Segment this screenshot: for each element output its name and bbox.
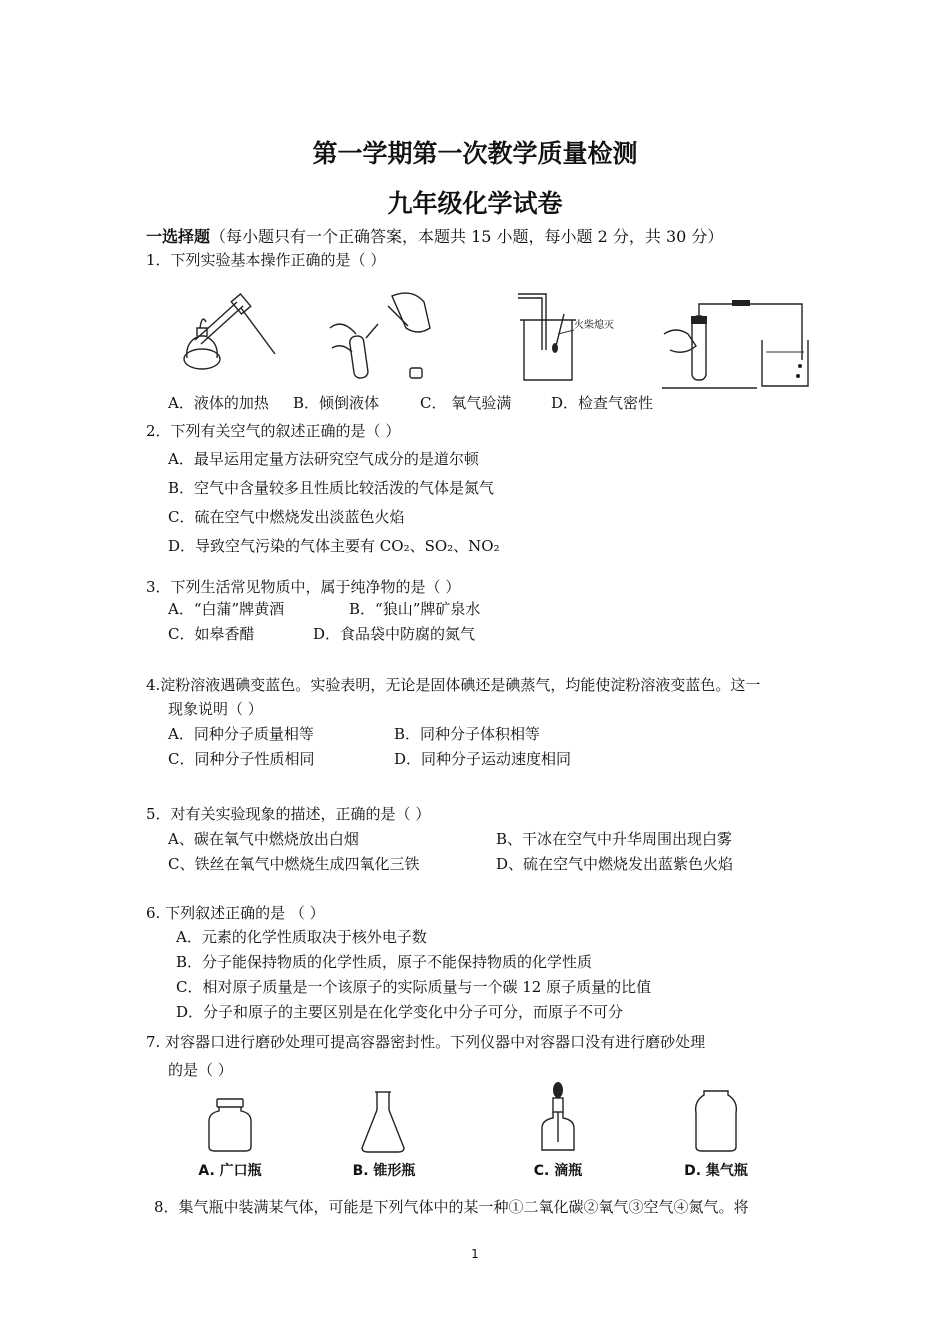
q6-option-c: C．相对原子质量是一个该原子的实际质量与一个碳 12 原子质量的比值 [176,978,652,996]
q3-option-b: B．“狼山”牌矿泉水 [349,600,481,618]
q1-option-c: C． 氧气验满 [420,394,512,412]
q1-option-d: D．检查气密性 [551,394,654,412]
q3-option-d: D．食品袋中防腐的氮气 [313,625,476,643]
q3-stem: 3．下列生活常见物质中，属于纯净物的是（ ） [146,578,461,596]
q4-option-a: A．同种分子质量相等 [168,725,314,743]
section-heading: 一选择题 [146,227,211,246]
q5-option-d: D、硫在空气中燃烧发出蓝紫色火焰 [496,855,734,873]
q6-option-d: D．分子和原子的主要区别是在化学变化中分子可分，而原子不可分 [176,1003,624,1021]
q5-stem: 5．对有关实验现象的描述，正确的是（ ） [146,805,431,823]
q2-option-d: D．导致空气污染的气体主要有 CO₂、SO₂、NO₂ [168,537,500,555]
section-instruction: （每小题只有一个正确答案，本题共 15 小题，每小题 2 分，共 30 分） [210,227,724,246]
q7-figure-conical-flask [358,1090,408,1154]
q1-figure-c-label: 火柴熄灭 [574,320,614,331]
q7-caption-a: A. 广口瓶 [198,1163,262,1179]
q3-option-c: C．如皋香醋 [168,625,255,643]
q1-figure-d-airtightness [662,290,812,390]
q2-stem: 2．下列有关空气的叙述正确的是（ ） [146,422,401,440]
q5-option-a: A、碳在氧气中燃烧放出白烟 [168,830,359,848]
section-header [146,227,723,247]
q1-figure-a-heating [175,292,285,382]
q6-stem: 6. 下列叙述正确的是 （ ） [146,904,325,922]
q4-stem-line2: 现象说明（ ） [168,700,263,718]
page-title: 第一学期第一次教学质量检测 [312,139,638,168]
q2-option-b: B．空气中含量较多且性质比较活泼的气体是氮气 [168,479,495,497]
q1-option-b: B．倾倒液体 [293,394,380,412]
q7-caption-d: D. 集气瓶 [684,1163,748,1179]
page-subtitle: 九年级化学试卷 [387,189,563,218]
page-number: 1 [471,1247,479,1261]
q1-figure-c-oxygen-test [514,290,634,386]
q5-option-c: C、铁丝在氧气中燃烧生成四氧化三铁 [168,855,420,873]
q8-stem: 8．集气瓶中装满某气体，可能是下列气体中的某一种①二氧化碳②氧气③空气④氮气。将 [154,1198,749,1216]
q1-stem: 1．下列实验基本操作正确的是（ ） [146,251,386,269]
q7-figure-gas-collecting-bottle [692,1089,740,1153]
q5-option-b: B、干冰在空气中升华周围出现白雾 [496,830,733,848]
q7-figure-wide-mouth-bottle [205,1097,255,1153]
q6-option-a: A．元素的化学性质取决于核外电子数 [176,928,427,946]
q6-option-b: B．分子能保持物质的化学性质，原子不能保持物质的化学性质 [176,953,593,971]
q4-option-c: C．同种分子性质相同 [168,750,315,768]
q7-figure-dropper-bottle [538,1082,578,1154]
q4-option-b: B．同种分子体积相等 [394,725,541,743]
q2-option-a: A．最早运用定量方法研究空气成分的是道尔顿 [168,450,479,468]
q7-stem-line1: 7. 对容器口进行磨砂处理可提高容器密封性。下列仪器中对容器口没有进行磨砂处理 [146,1033,706,1051]
q4-option-d: D．同种分子运动速度相同 [394,750,572,768]
q3-option-a: A．“白蒲”牌黄酒 [168,600,285,618]
q1-figure-b-pouring [322,288,437,384]
q7-stem-line2: 的是（ ） [168,1061,233,1079]
q4-stem-line1: 4.淀粉溶液遇碘变蓝色。实验表明，无论是固体碘还是碘蒸气，均能使淀粉溶液变蓝色。这一 [146,676,761,694]
q2-option-c: C．硫在空气中燃烧发出淡蓝色火焰 [168,508,405,526]
q7-caption-b: B. 锥形瓶 [352,1163,416,1179]
q1-option-a: A．液体的加热 [168,394,269,412]
q7-caption-c: C. 滴瓶 [533,1163,583,1179]
